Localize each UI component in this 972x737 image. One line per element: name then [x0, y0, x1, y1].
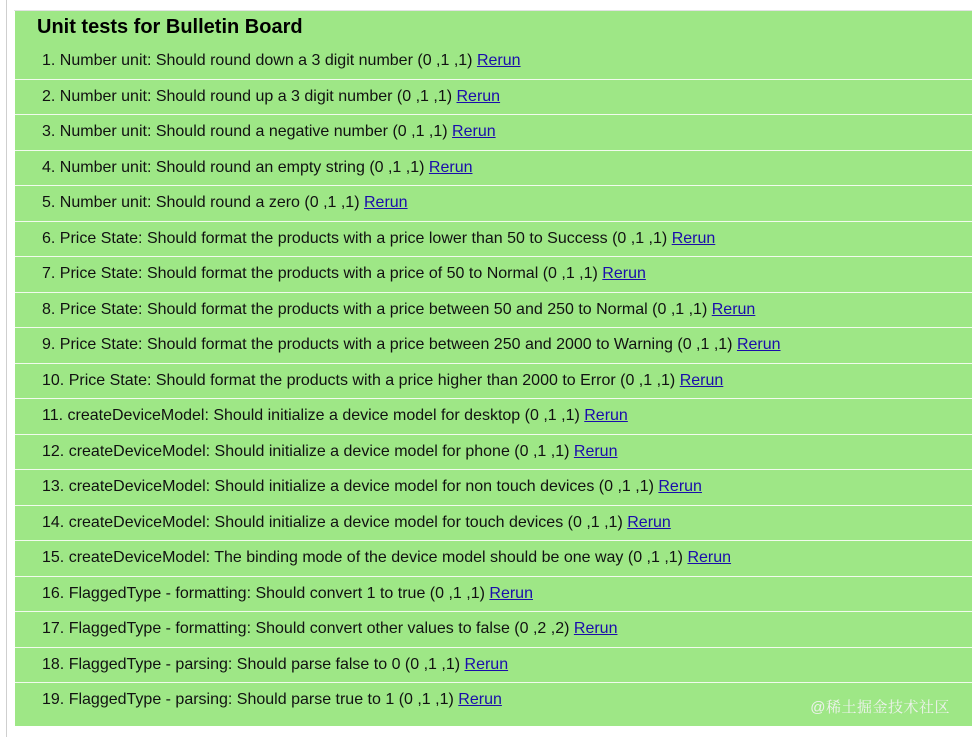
test-row [15, 114, 972, 150]
test-number: 19. [42, 691, 65, 708]
test-number: 6. [42, 229, 56, 247]
rerun-link[interactable]: Rerun [602, 265, 646, 282]
rerun-link[interactable]: Rerun [687, 549, 732, 566]
bottom-spacer [15, 726, 972, 737]
test-row [15, 363, 972, 399]
rerun-link[interactable]: Rerun [573, 442, 618, 460]
test-name: Price State: Should format the products with a price of 50 to Normal [59, 265, 539, 282]
test-name: Number unit: Should round down a 3 digit number [59, 52, 413, 69]
test-number: 10. [42, 371, 65, 389]
test-number: 3. [42, 123, 56, 140]
test-counts: (0 ,1 ,1) [392, 123, 448, 140]
test-number: 8. [42, 300, 56, 318]
test-name: FlaggedType - parsing: Should parse true to 1 [68, 691, 395, 708]
test-name: Price State: Should format the products with a price higher than 2000 to Error [68, 371, 616, 389]
rerun-link[interactable]: Rerun [679, 371, 724, 389]
test-name: Number unit: Should round a zero [59, 194, 300, 211]
test-name: FlaggedType - formatting: Should convert other values to false [68, 620, 510, 637]
rerun-link[interactable]: Rerun [671, 229, 716, 247]
test-row [15, 647, 972, 683]
test-name: FlaggedType - parsing: Should parse false to 0 [68, 655, 401, 673]
test-name: Price State: Should format the products with a price between 50 and 250 to Normal [59, 300, 648, 318]
test-counts: (0 ,1 ,1) [612, 229, 668, 247]
test-number: 7. [42, 265, 56, 282]
test-row [15, 469, 972, 505]
test-number: 9. [42, 336, 56, 353]
test-counts: (0 ,1 ,1) [567, 513, 623, 531]
test-list [15, 44, 972, 718]
test-number: 18. [42, 655, 65, 673]
test-name: createDeviceModel: Should initialize a device model for touch devices [68, 513, 564, 531]
test-row [15, 611, 972, 647]
test-name: createDeviceModel: Should initialize a device model for desktop [67, 407, 521, 424]
test-counts: (0 ,1 ,1) [429, 584, 485, 602]
test-counts: (0 ,1 ,1) [369, 158, 425, 176]
test-counts: (0 ,1 ,1) [627, 549, 684, 566]
test-counts: (0 ,2 ,2) [514, 620, 570, 637]
test-row [15, 150, 972, 186]
test-row [15, 256, 972, 292]
test-row [15, 505, 972, 541]
rerun-link[interactable]: Rerun [363, 194, 408, 211]
rerun-link[interactable]: Rerun [711, 300, 756, 318]
test-number: 11. [42, 407, 64, 424]
test-counts: (0 ,1 ,1) [652, 300, 708, 318]
test-number: 13. [42, 478, 65, 495]
test-number: 16. [42, 584, 65, 602]
rerun-link[interactable]: Rerun [428, 158, 473, 176]
test-counts: (0 ,1 ,1) [417, 52, 473, 69]
test-counts: (0 ,1 ,1) [524, 407, 580, 424]
rerun-link[interactable]: Rerun [658, 478, 702, 495]
test-number: 12. [42, 442, 65, 460]
test-number: 1. [42, 52, 56, 69]
test-counts: (0 ,1 ,1) [404, 655, 461, 673]
rerun-link[interactable]: Rerun [458, 691, 502, 708]
test-number: 5. [42, 194, 56, 211]
test-counts: (0 ,1 ,1) [620, 371, 676, 389]
test-row [15, 576, 972, 612]
test-row [15, 44, 972, 79]
rerun-link[interactable]: Rerun [456, 87, 501, 105]
test-row [15, 292, 972, 328]
test-counts: (0 ,1 ,1) [514, 442, 570, 460]
test-name: Number unit: Should round an empty string [59, 158, 365, 176]
test-row [15, 434, 972, 470]
test-counts: (0 ,1 ,1) [598, 478, 654, 495]
test-row [15, 398, 972, 434]
test-name: FlaggedType - formatting: Should convert 1 to true [68, 584, 426, 602]
test-number: 2. [42, 87, 56, 105]
test-number: 14. [42, 513, 65, 531]
watermark: @稀土掘金技术社区 [810, 699, 950, 716]
test-suite-panel [15, 11, 972, 726]
rerun-link[interactable]: Rerun [464, 655, 509, 673]
rerun-link[interactable]: Rerun [489, 584, 533, 602]
test-row [15, 540, 972, 576]
rerun-link[interactable]: Rerun [584, 407, 628, 424]
test-name: Number unit: Should round up a 3 digit number [59, 87, 393, 105]
test-counts: (0 ,1 ,1) [396, 87, 453, 105]
suite-title: Unit tests for Bulletin Board [37, 16, 303, 38]
test-counts: (0 ,1 ,1) [542, 265, 598, 282]
test-name: createDeviceModel: The binding mode of the device model should be one way [68, 549, 624, 566]
rerun-link[interactable]: Rerun [452, 123, 496, 140]
rerun-link[interactable]: Rerun [736, 336, 781, 353]
test-number: 15. [42, 549, 65, 566]
test-name: createDeviceModel: Should initialize a device model for phone [68, 442, 510, 460]
rerun-link[interactable]: Rerun [476, 52, 521, 69]
test-row [15, 79, 972, 115]
test-name: Price State: Should format the products with a price lower than 50 to Success [59, 229, 608, 247]
test-counts: (0 ,1 ,1) [304, 194, 360, 211]
rerun-link[interactable]: Rerun [573, 620, 618, 637]
test-counts: (0 ,1 ,1) [398, 691, 454, 708]
test-number: 4. [42, 158, 56, 176]
left-divider [6, 0, 7, 737]
test-counts: (0 ,1 ,1) [677, 336, 733, 353]
test-name: createDeviceModel: Should initialize a device model for non touch devices [68, 478, 595, 495]
test-row [15, 185, 972, 221]
test-name: Number unit: Should round a negative number [59, 123, 388, 140]
rerun-link[interactable]: Rerun [627, 513, 671, 531]
test-row [15, 221, 972, 257]
test-row [15, 327, 972, 363]
test-name: Price State: Should format the products with a price between 250 and 2000 to Warning [59, 336, 673, 353]
test-number: 17. [42, 620, 65, 637]
